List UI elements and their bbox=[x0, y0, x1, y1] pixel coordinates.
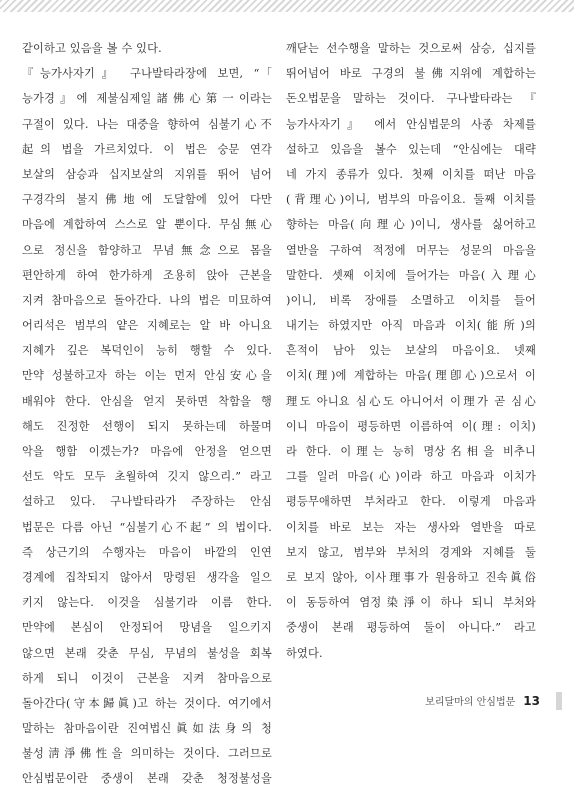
text-line: 로 보지 않아, 이사理事가 원융하고 진속眞俗 bbox=[286, 570, 536, 584]
text-line: 해도 진정한 선행이 되지 못하는데 하물며 bbox=[22, 419, 272, 433]
text-line: 어리석은 범부의 얕은 지혜로는 알 바 아니요 bbox=[22, 319, 272, 333]
text-line: 법문은 다름 아닌 “심불기心不起” 의 법이다. bbox=[22, 520, 272, 534]
text-line: 뛰어넘어 바로 구경의 불佛지위에 계합하는 bbox=[286, 67, 536, 81]
text-line: 열반을 구하여 적정에 머무는 성문의 마음을 bbox=[286, 243, 536, 257]
text-line: 향하는 마음(向理心)이니, 생사를 싫어하고 bbox=[286, 218, 536, 232]
text-line: 능가사자기』 에서 안심법문의 사종 차제를 bbox=[286, 117, 536, 131]
text-line: 起의 법을 가르치었다. 이 법은 숭문 연각 bbox=[22, 142, 272, 156]
text-line: 흔적이 남아 있는 보살의 마음이요. 넷째 bbox=[286, 344, 536, 358]
text-line: 하게 되니 이것이 근본을 지켜 참마음으로 bbox=[22, 671, 272, 685]
text-line: 편안하게 하여 한가하게 조용히 앉아 근본을 bbox=[22, 268, 272, 282]
text-line: 배워야 한다. 안심을 얻지 못하면 착함을 행 bbox=[22, 394, 272, 408]
text-line: 그를 일러 마음(心)이라 하고 마음과 이치가 bbox=[286, 470, 536, 484]
right-text-column bbox=[286, 36, 536, 666]
page-footer bbox=[390, 693, 540, 709]
text-line: 지켜 참마음으로 돌아간다. 나의 법은 미묘하여 bbox=[22, 293, 272, 307]
text-line: 같이하고 있음을 볼 수 있다. bbox=[22, 42, 162, 55]
text-line: 이치(理)에 계합하는 마음(理卽心)으로서 이 bbox=[286, 369, 536, 383]
text-line: 보지 않고, 범부와 부처의 경계와 지혜를 둘 bbox=[286, 545, 536, 559]
text-line: 말하는 참마음이란 진여법신眞如法身의 청 bbox=[22, 722, 272, 736]
text-line: 이 동등하여 염정染淨이 하나 되니 부처와 bbox=[286, 596, 536, 610]
text-line: 즉 상근기의 수행자는 마음이 바깥의 인연 bbox=[22, 545, 272, 559]
text-line: 않으면 본래 갖춘 무심, 무념의 불성을 회복 bbox=[22, 646, 272, 660]
text-line: 구절이 있다. 나는 대중을 향하여 심불기心不 bbox=[22, 117, 272, 131]
text-line: 중생이 본래 평등하여 둘이 아니다.” 라고 bbox=[286, 621, 536, 635]
top-decorative-stripe bbox=[0, 0, 574, 12]
text-line: 불성淸淨佛性을 의미하는 것이다. 그러므로 bbox=[22, 747, 272, 761]
text-line: 라 한다. 이理는 능히 명상名相을 비추니 bbox=[286, 445, 536, 458]
text-line: 돌아간다(守本歸眞)고 하는 것이다. 여기에서 bbox=[22, 696, 272, 710]
text-line: 하였다. bbox=[286, 646, 323, 660]
text-line: 으로 정신을 함양하고 무념無念으로 몸을 bbox=[22, 243, 272, 257]
text-line: 이치를 바로 보는 자는 생사와 열반을 따로 bbox=[286, 520, 536, 534]
text-line: 돈오법문을 말하는 것이다. 구나발타라는 『 bbox=[286, 92, 536, 106]
text-line: 능가경』에 제불심제일諸佛心第一이라는 bbox=[22, 92, 272, 106]
text-line: 깨닫는 선수행을 말하는 것으로써 삼승, 십지를 bbox=[286, 42, 536, 55]
text-line: 말한다. 셋째 이치에 들어가는 마음(入理心 bbox=[286, 268, 536, 282]
text-line: 만약 성불하고자 하는 이는 먼저 안심安心을 bbox=[22, 369, 272, 383]
text-line: 내기는 하였지만 아직 마음과 이치(能所)의 bbox=[286, 319, 536, 333]
text-line: 구경각의 불지佛地에 도달함에 있어 다만 bbox=[22, 193, 272, 207]
footer-decorative-bar bbox=[556, 692, 562, 710]
left-text-column bbox=[22, 36, 272, 792]
text-line: 이니 마음이 평등하면 이름하여 이(理: 이치) bbox=[286, 419, 536, 433]
page-number: 13 bbox=[523, 694, 540, 708]
text-line: 『능가사자기』 구나발타라장에 보면, “「 bbox=[22, 67, 272, 81]
text-line: 마음에 계합하여 스스로 알 뿐이다. 무심無心 bbox=[22, 218, 272, 232]
text-line: 설하고 있다. 구나발타라가 주장하는 안심 bbox=[22, 495, 272, 509]
text-line: (背理心)이니, 범부의 마음이요. 둘째 이치를 bbox=[286, 193, 536, 207]
text-line: 선도 악도 모두 초월하여 깃지 않으리.” 라고 bbox=[22, 470, 272, 484]
text-line: 악을 행함 이겠는가? 마음에 안정을 얻으면 bbox=[22, 445, 272, 458]
text-line: 경계에 집착되지 않아서 망령된 생각을 일으 bbox=[22, 570, 272, 584]
text-line: 평등무애하면 부처라고 한다. 이렇게 마음과 bbox=[286, 495, 536, 509]
text-line: 네 가지 종류가 있다. 첫째 이치를 떠난 마음 bbox=[286, 167, 536, 181]
text-line: 보살의 삼승과 십지보살의 지위를 뛰어 넘어 bbox=[22, 167, 272, 181]
footer-title: 보리달마의 안심법문 bbox=[425, 697, 516, 708]
text-line: 안심법문이란 중생이 본래 갖춘 청정불성을 bbox=[22, 772, 272, 786]
text-line: 지혜가 깊은 복덕인이 능히 행할 수 있다. bbox=[22, 344, 272, 358]
text-line: 만약에 본심이 안정되어 망념을 일으키지 bbox=[22, 621, 272, 635]
text-line: 설하고 있음을 볼수 있는데 “안심에는 대략 bbox=[286, 142, 536, 156]
text-line: 키지 않는다. 이것을 심불기라 이름 한다. bbox=[22, 596, 272, 610]
text-line: 理도 아니요 심心도 아니어서 이理가 곧 심心 bbox=[286, 394, 536, 408]
text-line: )이니, 비록 장애를 소멸하고 이치를 들어 bbox=[286, 293, 536, 307]
